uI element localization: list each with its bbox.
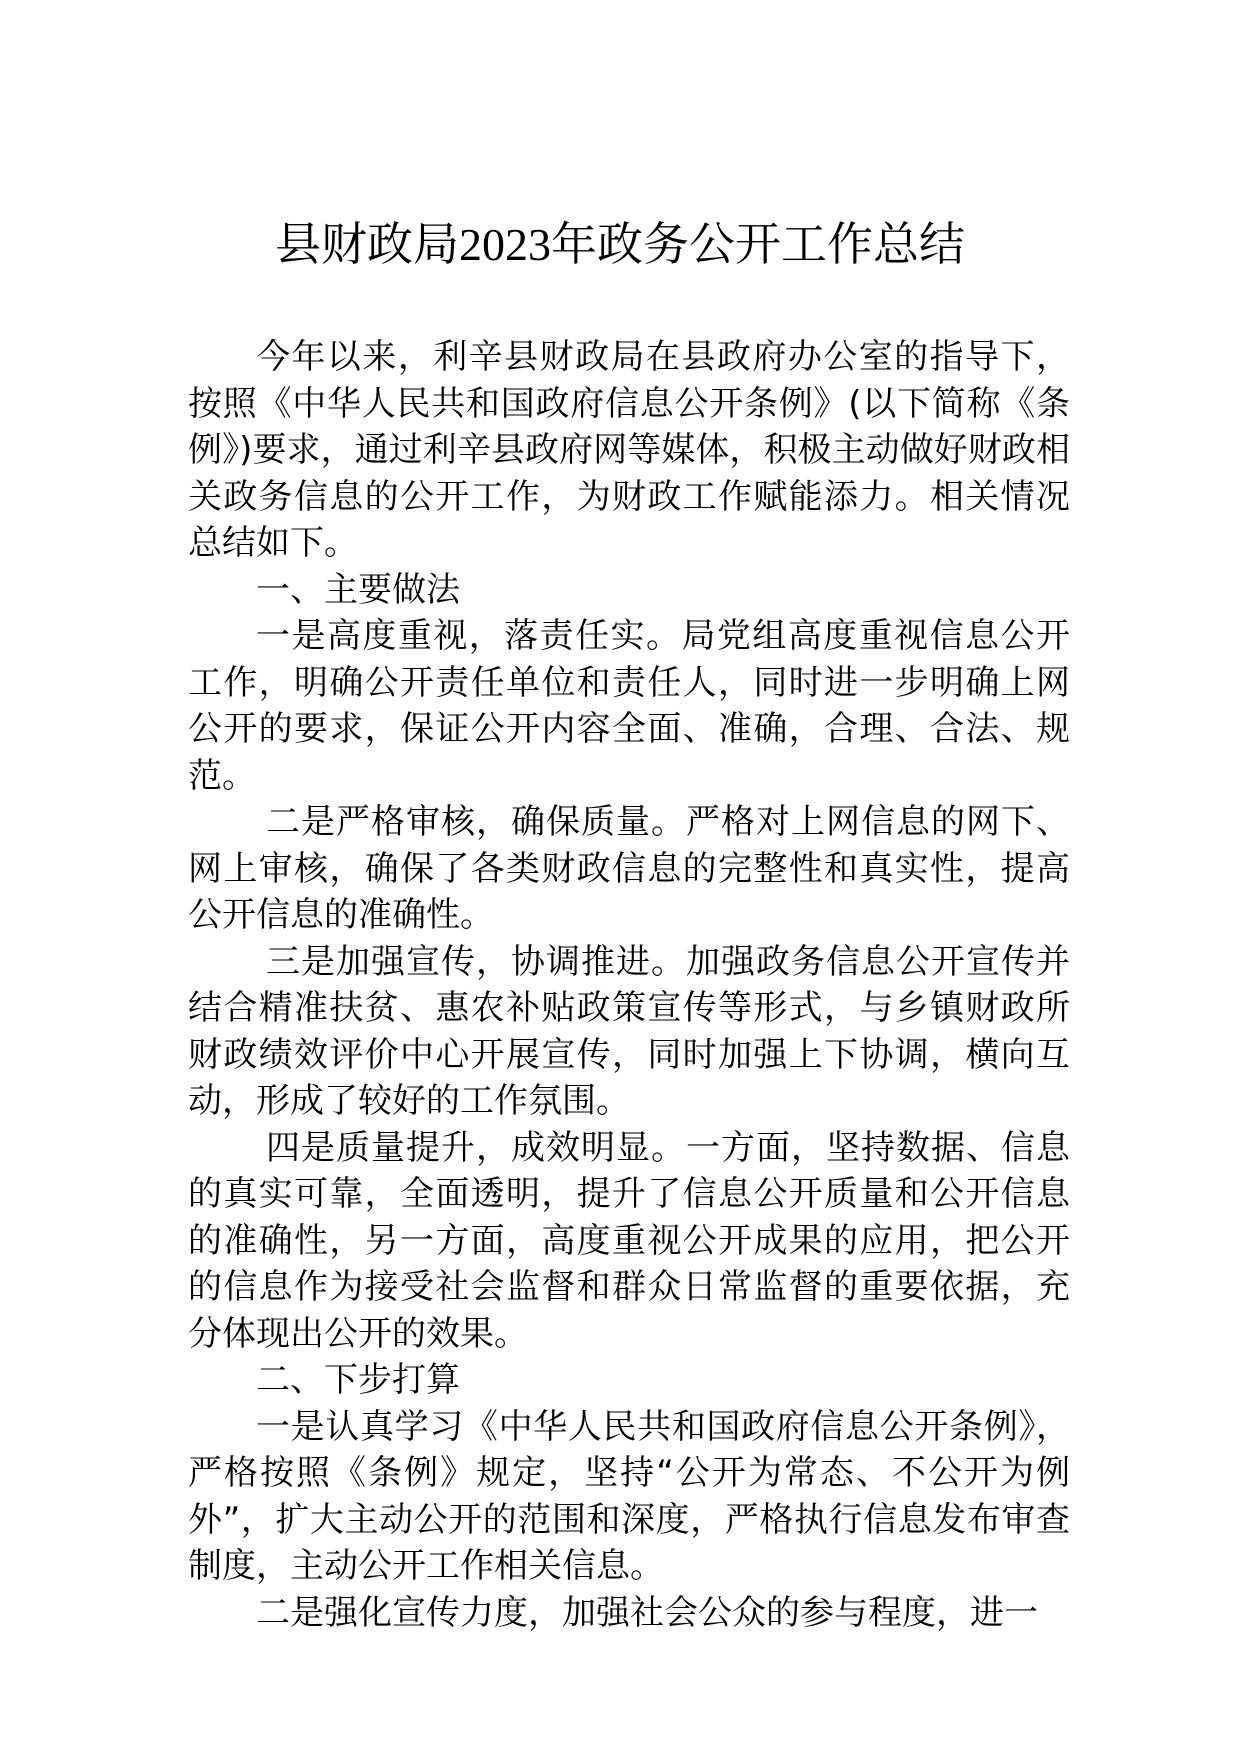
- paragraph-practice-3: 三是加强宣传，协调推进。加强政务信息公开宣传并结合精准扶贫、惠农补贴政策宣传等形式，与乡镇财政所财政绩效评价中心开展宣传，同时加强上下协调，横向互动，形成了较好的工作氛围。: [188, 941, 1070, 1121]
- paragraph-practice-2: 二是严格审核，确保质量。严格对上网信息的网下、网上审核，确保了各类财政信息的完整性和真实性，提高公开信息的准确性。: [188, 802, 1070, 935]
- section-heading-next-steps: 二、下步打算: [256, 1360, 460, 1400]
- paragraph-plan-2: 二是强化宣传力度，加强社会公众的参与程度，进一: [256, 1592, 1038, 1633]
- title-prefix: 县财政局: [275, 217, 459, 271]
- document-body: [188, 334, 1070, 1636]
- section-heading-main-practices: 一、主要做法: [256, 569, 460, 610]
- document-title: [0, 214, 1240, 275]
- paragraph-practice-1: 一是高度重视，落责任实。局党组高度重视信息公开工作，明确公开责任单位和责任人，同时进一步明确上网公开的要求，保证公开内容全面、准确，合理、合法、规范。: [188, 616, 1070, 796]
- paragraph-practice-4: 四是质量提升，成效明显。一方面，坚持数据、信息的真实可靠，全面透明，提升了信息公开质量和公开信息的准确性，另一方面，高度重视公开成果的应用，把公开的信息作为接受社会监督和群众日常监督的重要依据，充分体现出公开的效果。: [188, 1127, 1070, 1354]
- title-suffix: 年政务公开工作总结: [551, 217, 965, 271]
- title-year: 2023: [459, 219, 551, 270]
- paragraph-intro: 今年以来，利辛县财政局在县政府办公室的指导下，按照《中华人民共和国政府信息公开条例》(以下简称《条例》)要求，通过利辛县政府网等媒体，积极主动做好财政相关政务信息的公开工作，为财政工作赋能添力。相关情况总结如下。: [188, 337, 1070, 563]
- paragraph-plan-1: 一是认真学习《中华人民共和国政府信息公开条例》，严格按照《条例》规定，坚持“公开为常态、不公开为例外”，扩大主动公开的范围和深度，严格执行信息发布审查制度，主动公开工作相关信息。: [188, 1406, 1070, 1586]
